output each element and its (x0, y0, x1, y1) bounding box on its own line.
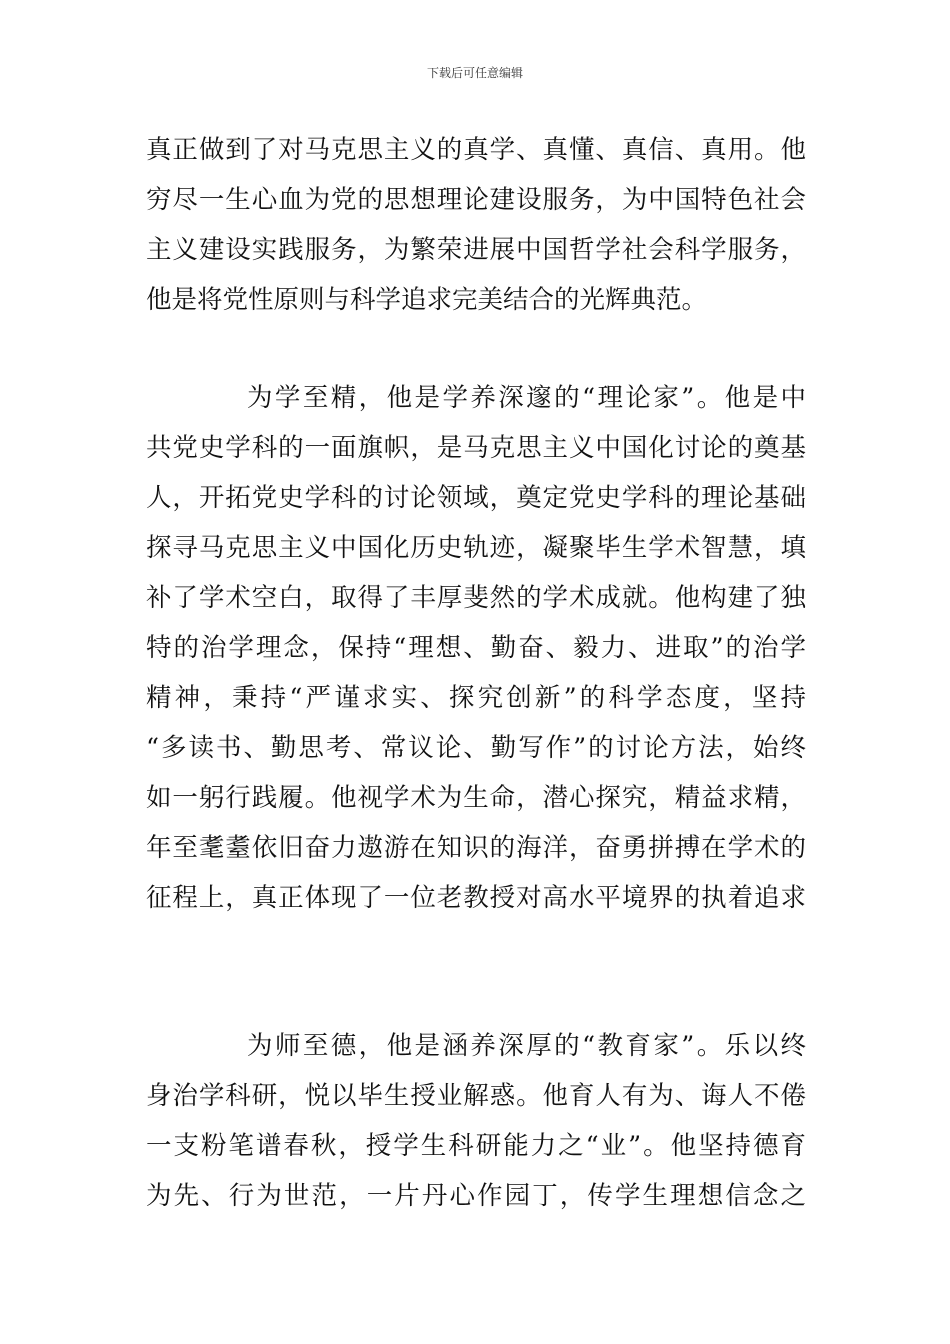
paragraph-2-line-5: 补了学术空白，取得了丰厚斐然的学术成就。他构建了独 (146, 583, 806, 613)
paragraph-2-line-3: 人，开拓党史学科的讨论领域，奠定党史学科的理论基础 (146, 483, 806, 513)
paragraph-1-line-3: 主义建设实践服务，为繁荣进展中国哲学社会科学服务， (146, 235, 806, 265)
paragraph-2-line-1: 为学至精，他是学养深邃的“理论家”。他是中 (247, 383, 806, 413)
paragraph-2-line-11: 征程上，真正体现了一位老教授对高水平境界的执着追求 (146, 883, 806, 913)
paragraph-2-line-10: 年至耄耋依旧奋力遨游在知识的海洋，奋勇拼搏在学术的 (146, 833, 806, 863)
paragraph-1-line-1: 真正做到了对马克思主义的真学、真懂、真信、真用。他 (146, 135, 806, 165)
paragraph-3-line-1: 为师至德，他是涵养深厚的“教育家”。乐以终 (247, 1031, 806, 1061)
paragraph-2-line-4: 探寻马克思主义中国化历史轨迹，凝聚毕生学术智慧，填 (146, 533, 806, 563)
paragraph-2-line-6: 特的治学理念，保持“理想、勤奋、毅力、进取”的治学 (146, 633, 806, 663)
paragraph-2-line-9: 如一躬行践履。他视学术为生命，潜心探究，精益求精， (146, 783, 806, 813)
paragraph-2-line-2: 共党史学科的一面旗帜，是马克思主义中国化讨论的奠基 (146, 433, 806, 463)
paragraph-1-line-2: 穷尽一生心血为党的思想理论建设服务，为中国特色社会 (146, 185, 806, 215)
paragraph-3-line-2: 身治学科研，悦以毕生授业解惑。他育人有为、诲人不倦 (146, 1081, 806, 1111)
page-header: 下载后可任意编辑 (426, 66, 523, 80)
paragraph-2-line-7: 精神，秉持“严谨求实、探究创新”的科学态度，坚持 (146, 683, 806, 713)
paragraph-1-line-4: 他是将党性原则与科学追求完美结合的光辉典范。 (146, 285, 708, 315)
paragraph-2-line-8: “多读书、勤思考、常议论、勤写作”的讨论方法，始终 (146, 733, 806, 763)
paragraph-3-line-3: 一支粉笔谱春秋，授学生科研能力之“业”。他坚持德育 (146, 1131, 806, 1161)
paragraph-3-line-4: 为先、行为世范，一片丹心作园丁，传学生理想信念之 (146, 1181, 806, 1211)
